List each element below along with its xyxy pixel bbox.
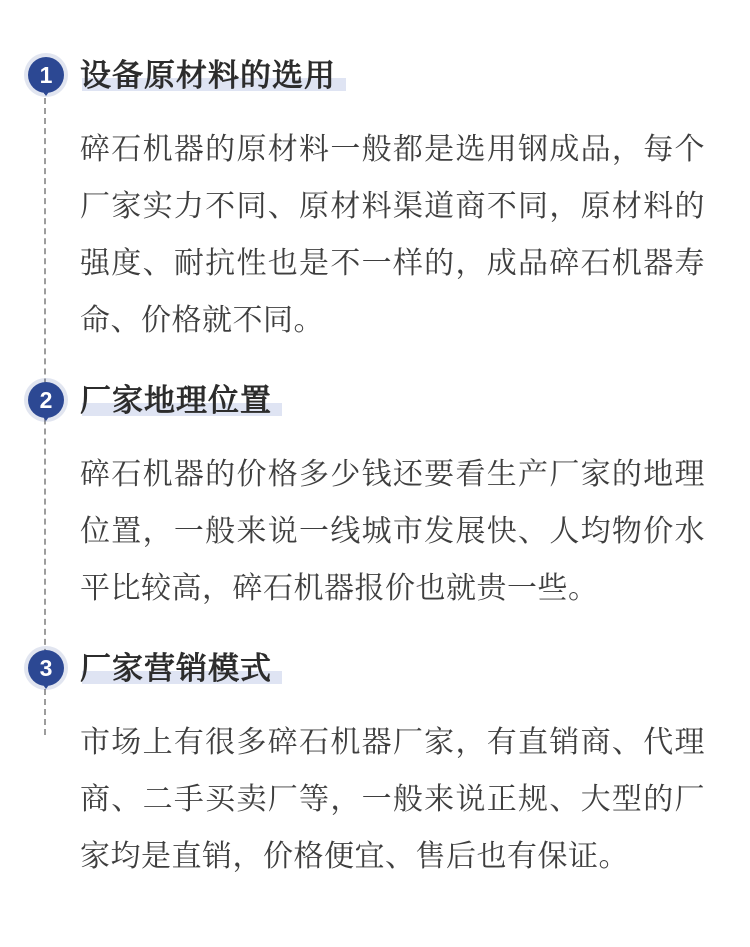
step-title-text: 厂家地理位置 bbox=[80, 383, 282, 418]
step-title bbox=[80, 55, 705, 97]
step-section-2 bbox=[0, 380, 705, 617]
step-paragraph: 市场上有很多碎石机器厂家，有直销商、代理商、二手买卖厂等，一般来说正规、大型的厂家均是直销，价格便宜、售后也有保证。 bbox=[80, 726, 705, 873]
step-number: 1 bbox=[39, 61, 53, 88]
step-number-badge bbox=[28, 382, 64, 418]
step-number-badge bbox=[28, 650, 64, 686]
step-paragraph: 碎石机器的原材料一般都是选用钢成品，每个厂家实力不同、原材料渠道商不同，原材料的强度、耐抗性也是不一样的，成品碎石机器寿命、价格就不同。 bbox=[80, 133, 705, 337]
step-number-badge bbox=[28, 57, 64, 93]
step-section-1 bbox=[0, 55, 705, 349]
step-section-3 bbox=[0, 648, 705, 885]
step-paragraph: 碎石机器的价格多少钱还要看生产厂家的地理位置，一般来说一线城市发展快、人均物价水平比较高，碎石机器报价也就贵一些。 bbox=[80, 458, 705, 605]
step-number: 3 bbox=[39, 654, 53, 681]
step-number: 2 bbox=[39, 386, 53, 413]
step-title bbox=[80, 648, 705, 690]
step-title-text: 厂家营销模式 bbox=[80, 651, 282, 686]
step-title-text: 设备原材料的选用 bbox=[80, 58, 346, 93]
step-title bbox=[80, 380, 705, 422]
